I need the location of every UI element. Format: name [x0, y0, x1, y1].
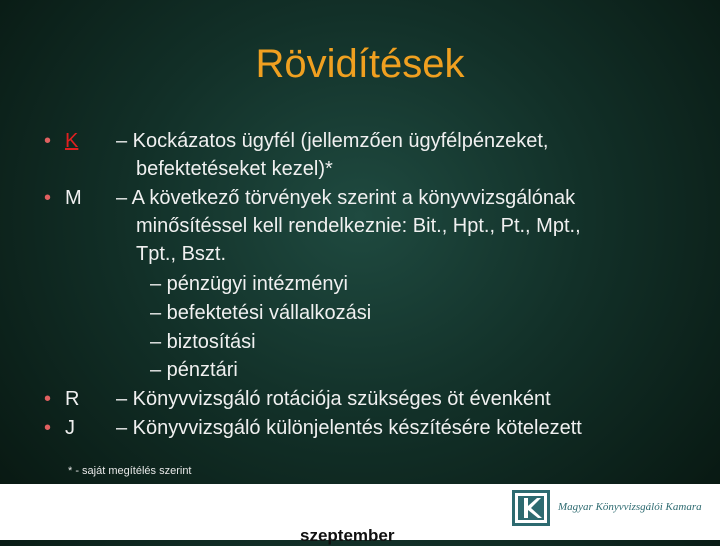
bullet-m: [44, 184, 82, 212]
sub-item-penzugyi: – pénzügyi intézményi: [150, 273, 348, 295]
bullet-dot: •: [44, 130, 52, 152]
sub-item-penztari: – pénztári: [150, 359, 238, 381]
chamber-logo-icon: [512, 490, 550, 526]
bullet-r: [44, 385, 79, 413]
slide-title: Rövidítések: [255, 42, 465, 86]
bullet-r-text: – Könyvvizsgáló rotációja szükséges öt évenként: [116, 388, 551, 410]
bullet-key-r: R: [65, 388, 80, 410]
bullet-key-k[interactable]: K: [65, 130, 79, 152]
bullet-dot: •: [44, 187, 52, 209]
sub-item-befektetesi: – befektetési vállalkozási: [150, 302, 372, 324]
bullet-m-text-2: minősítéssel kell rendelkeznie: Bit., Hpt., Pt., Mpt.,: [136, 215, 581, 237]
bullet-m-text-3: Tpt., Bszt.: [136, 243, 227, 265]
footnote: * - saját megítélés szerint: [68, 465, 192, 477]
bullet-key-m: M: [65, 187, 82, 209]
bullet-k-text-2: befektetéseket kezel)*: [136, 158, 333, 180]
bullet-j: [44, 414, 75, 442]
logo: [512, 490, 712, 526]
bullet-m-text-1: – A következő törvények szerint a könyvvizsgálónak: [116, 187, 576, 209]
bullet-j-text: – Könyvvizsgáló különjelentés készítésére kötelezett: [116, 417, 582, 439]
sub-item-biztositasi: – biztosítási: [150, 331, 256, 353]
footer-date: szeptember: [300, 526, 395, 545]
logo-text: Magyar Könyvvizsgálói Kamara: [558, 501, 702, 513]
bullet-k: [44, 127, 78, 155]
bullet-dot: •: [44, 388, 52, 410]
bullet-k-text-1: – Kockázatos ügyfél (jellemzően ügyfélpénzeket,: [116, 130, 549, 152]
bullet-key-j: J: [65, 417, 76, 439]
bullet-dot: •: [44, 417, 52, 439]
